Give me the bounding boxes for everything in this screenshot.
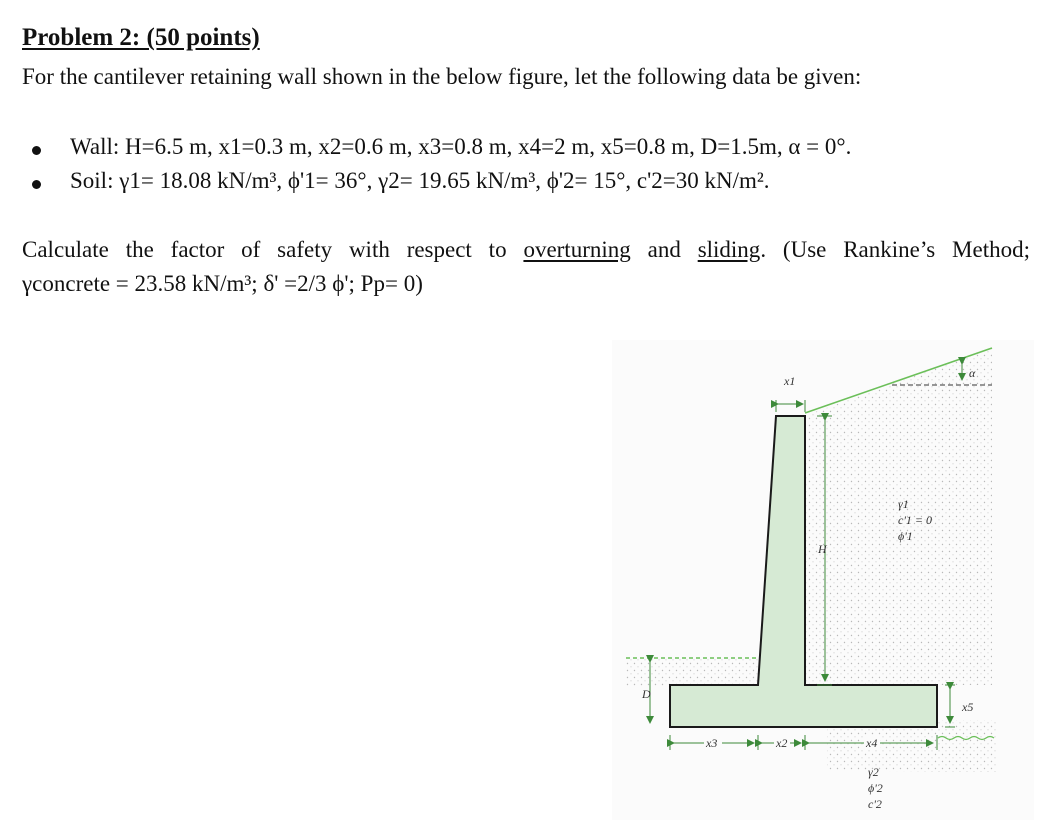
label-gamma2: γ2 xyxy=(868,765,879,779)
label-alpha: α xyxy=(969,366,976,380)
value-alpha: α = 0°. xyxy=(788,134,852,159)
label-d: D xyxy=(642,687,651,701)
task-statement xyxy=(22,237,1030,263)
value-x3: x3=0.8 m xyxy=(418,134,507,159)
wall-data-text xyxy=(70,134,851,160)
label-c1: c'1 = 0 xyxy=(898,513,932,527)
label-h: H xyxy=(818,542,827,556)
foundation-soil-right xyxy=(937,720,997,772)
task-paren: . (Use Rankine’s Method; xyxy=(760,237,1030,262)
value-x1: x1=0.3 m xyxy=(218,134,307,159)
term-overturning: overturning xyxy=(523,237,631,262)
problem-title: Problem 2: (50 points) xyxy=(22,24,260,51)
value-gamma1: γ1= 18.08 kN/m³ xyxy=(119,168,277,193)
front-soil xyxy=(626,658,766,686)
label-phi1: ϕ'1 xyxy=(898,529,913,543)
value-c2: c'2=30 kN/m². xyxy=(636,168,770,193)
soil-data-text xyxy=(70,168,770,194)
label-phi2: ϕ'2 xyxy=(868,781,883,795)
soil-label: Soil: xyxy=(70,168,114,193)
value-x4: x4=2 m xyxy=(518,134,590,159)
label-x1: x1 xyxy=(784,374,796,388)
label-gamma1: γ1 xyxy=(898,497,909,511)
task-lead: Calculate the factor of safety with respect to xyxy=(22,237,507,262)
value-x2: x2=0.6 m xyxy=(318,134,407,159)
task-assumptions: γconcrete = 23.58 kN/m³; δ' =2/3 ϕ'; Pp= 0) xyxy=(22,271,423,296)
bullet-icon xyxy=(32,180,41,189)
soil-values: γ1= 18.08 kN/m³, ϕ'1= 36°, γ2= 19.65 kN/m³, ϕ'2= 15°, c'2=30 kN/m². xyxy=(119,168,770,193)
value-x5: x5=0.8 m xyxy=(600,134,690,159)
retaining-wall-figure xyxy=(612,340,1034,820)
value-gamma2: γ2= 19.65 kN/m³ xyxy=(378,168,536,193)
value-phi2: ϕ'2= 15° xyxy=(546,168,626,193)
label-c2: c'2 xyxy=(868,797,882,811)
label-x3: x3 xyxy=(706,736,718,750)
value-H: H=6.5 m xyxy=(125,134,207,159)
label-x2: x2 xyxy=(776,736,788,750)
value-D: D=1.5m xyxy=(700,134,777,159)
term-sliding: sliding xyxy=(697,237,761,262)
problem-intro: For the cantilever retaining wall shown in the below figure, let the following data be given: xyxy=(22,64,862,89)
label-x4: x4 xyxy=(866,736,878,750)
bullet-icon xyxy=(32,146,41,155)
wall-label: Wall: xyxy=(70,134,120,159)
value-phi1: ϕ'1= 36° xyxy=(287,168,367,193)
wall-values: H=6.5 m, x1=0.3 m, x2=0.6 m, x3=0.8 m, x4=2 m, x5=0.8 m, D=1.5m, α = 0°. xyxy=(125,134,852,159)
label-x5: x5 xyxy=(962,700,974,714)
task-and: and xyxy=(647,237,681,262)
